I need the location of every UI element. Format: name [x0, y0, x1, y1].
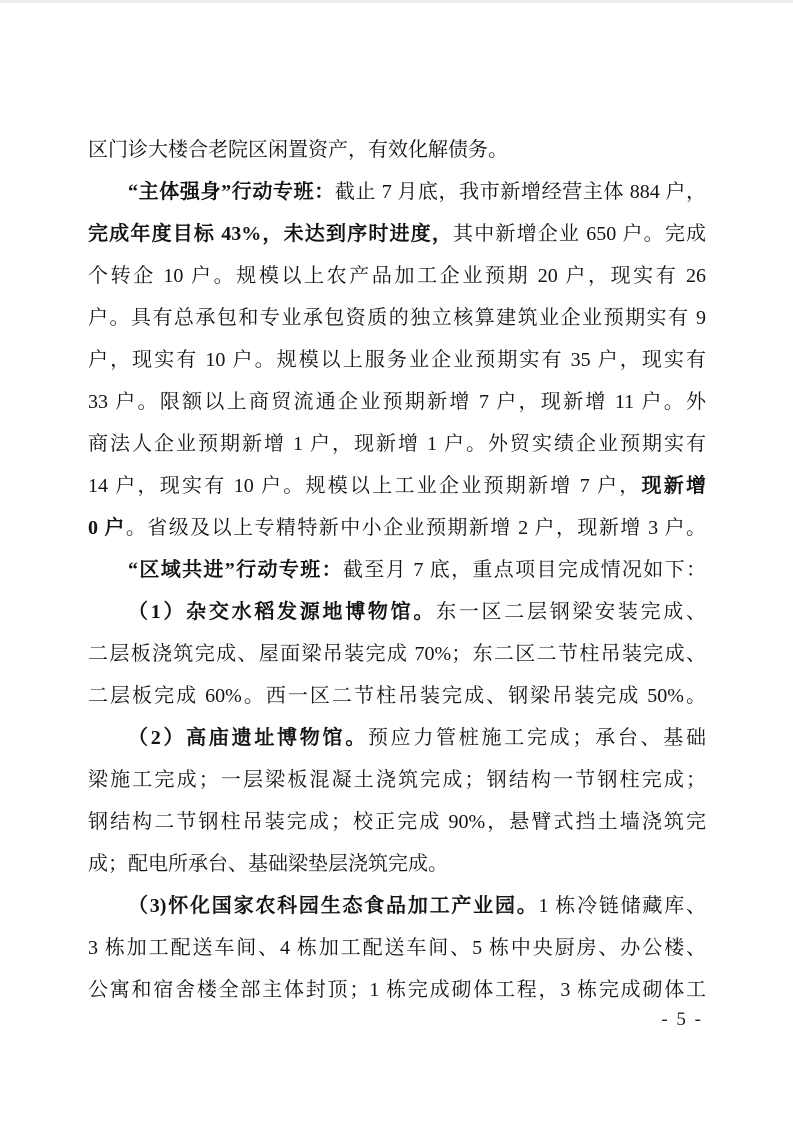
- bold-text-run: （2）高庙遗址博物馆。: [128, 727, 368, 749]
- page-number: - 5 -: [661, 1009, 703, 1030]
- text-run: 东一区二层钢梁安装完成、: [436, 601, 706, 623]
- text-run: 其中新增企业 650 户。完成: [453, 223, 706, 245]
- bold-text-run: “区域共进”行动专班：: [128, 559, 343, 581]
- bold-text-run: 0 户: [88, 517, 126, 539]
- scan-edge-artifact: [0, 0, 793, 3]
- text-line: [88, 675, 706, 717]
- bold-text-run: （3)怀化国家农科园生态食品加工产业园。: [128, 895, 539, 917]
- text-run: 3 栋加工配送车间、4 栋加工配送车间、5 栋中央厨房、办公楼、: [88, 937, 706, 959]
- text-line: [88, 213, 706, 255]
- text-line: [88, 759, 706, 801]
- text-run: 二层板完成 60%。西一区二节柱吊装完成、钢梁吊装完成 50%。: [88, 685, 706, 707]
- text-run: 钢结构二节钢柱吊装完成；校正完成 90%，悬臂式挡土墙浇筑完: [88, 811, 706, 833]
- text-line: [88, 507, 706, 549]
- text-line: [88, 339, 706, 381]
- text-run: 二层板浇筑完成、屋面梁吊装完成 70%；东二区二节柱吊装完成、: [88, 643, 706, 665]
- text-run: 。省级及以上专精特新中小企业预期新增 2 户，现新增 3 户。: [125, 517, 706, 539]
- text-run: 14 户，现实有 10 户。规模以上工业企业预期新增 7 户，: [88, 475, 642, 497]
- text-line: [88, 717, 706, 759]
- bold-text-run: 完成年度目标 43%，未达到序时进度，: [88, 223, 454, 245]
- text-run: 商法人企业预期新增 1 户，现新增 1 户。外贸实绩企业预期实有: [88, 433, 706, 455]
- text-run: 预应力管桩施工完成；承台、基础: [367, 727, 706, 749]
- text-run: 户。具有总承包和专业承包资质的独立核算建筑业企业预期实有 9: [88, 307, 706, 329]
- text-line: [88, 465, 706, 507]
- text-run: 区门诊大楼合老院区闲置资产，有效化解债务。: [88, 139, 508, 161]
- text-run: 33 户。限额以上商贸流通企业预期新增 7 户，现新增 11 户。外: [88, 391, 706, 413]
- text-run: 梁施工完成；一层梁板混凝土浇筑完成；钢结构一节钢柱完成；: [88, 769, 706, 791]
- text-line: [88, 381, 706, 423]
- bold-text-run: （1）杂交水稻发源地博物馆。: [128, 601, 437, 623]
- text-line: [88, 969, 706, 1011]
- text-line: [88, 591, 706, 633]
- text-run: 截至月 7 底，重点项目完成情况如下：: [342, 559, 706, 581]
- text-line: [88, 633, 706, 675]
- text-line: [88, 255, 706, 297]
- text-run: 户，现实有 10 户。规模以上服务业企业预期实有 35 户，现实有: [88, 349, 706, 371]
- bold-text-run: “主体强身”行动专班：: [128, 181, 335, 203]
- text-run: 公寓和宿舍楼全部主体封顶；1 栋完成砌体工程，3 栋完成砌体工: [88, 979, 706, 1001]
- text-line: [88, 801, 706, 843]
- bold-text-run: 现新增: [641, 475, 706, 497]
- text-line: [88, 549, 706, 591]
- text-line: [88, 171, 706, 213]
- text-run: 1 栋冷链储藏库、: [538, 895, 706, 917]
- document-body: [88, 129, 706, 1011]
- text-run: 个转企 10 户。规模以上农产品加工企业预期 20 户，现实有 26: [88, 265, 706, 287]
- text-line: [88, 843, 706, 885]
- text-line: [88, 129, 706, 171]
- text-run: 截止 7 月底，我市新增经营主体 884 户，: [334, 181, 706, 203]
- text-run: 成；配电所承台、基础梁垫层浇筑完成。: [88, 853, 448, 875]
- text-line: [88, 927, 706, 969]
- text-line: [88, 423, 706, 465]
- text-line: [88, 297, 706, 339]
- text-line: [88, 885, 706, 927]
